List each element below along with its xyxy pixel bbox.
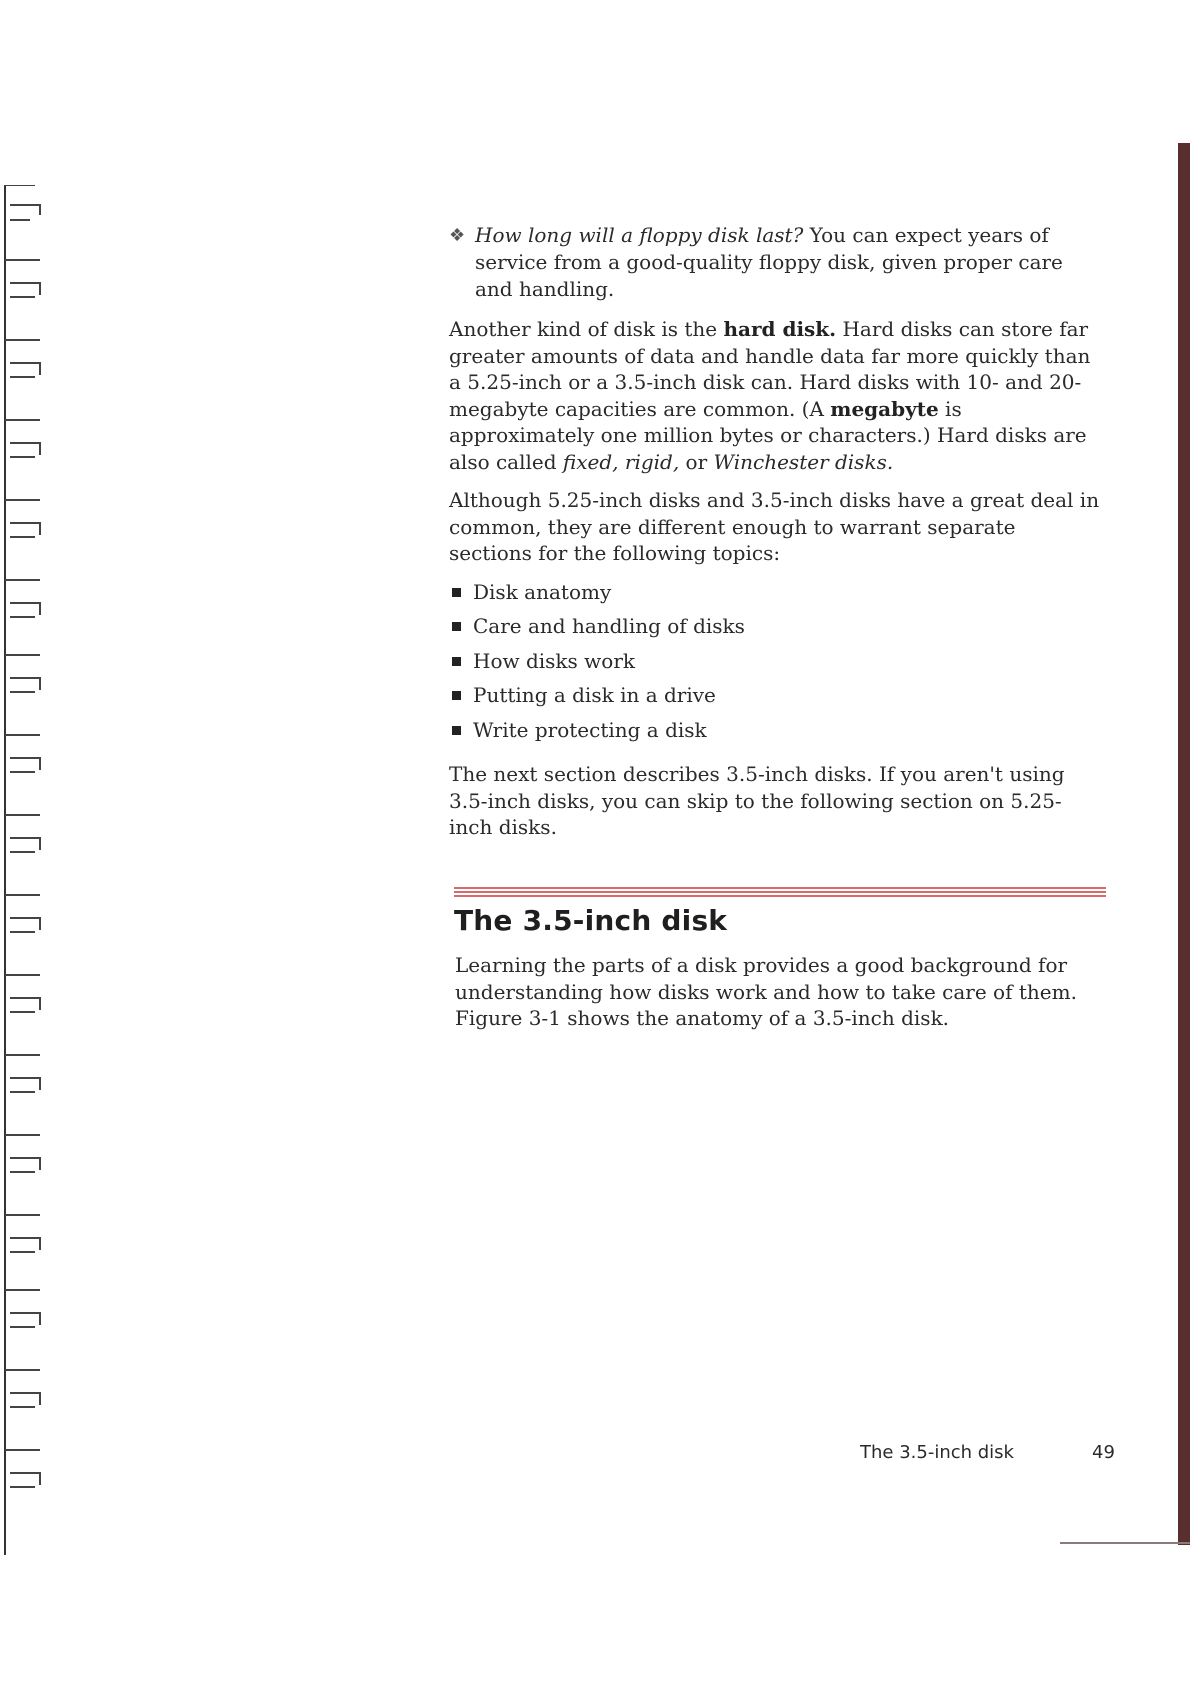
para1-text-3: is approximately one million bytes or characters.) Hard disks are also called xyxy=(449,396,1087,474)
para1-italic-2: Winchester disks. xyxy=(713,449,894,474)
list-item-label: How disks work xyxy=(473,648,636,673)
spiral-binding xyxy=(0,185,60,1555)
list-item-label: Write protecting a disk xyxy=(473,717,707,742)
square-bullet-icon xyxy=(452,691,461,700)
term-megabyte: megabyte xyxy=(830,396,939,421)
topics-intro-paragraph: Although 5.25-inch disks and 3.5-inch disks have a great deal in common, they are different enough to warrant separate sections for the following topics: xyxy=(449,488,1100,565)
para1-text-2: Hard disks can store far greater amounts of data and handle data far more quickly than a 5.25-inch or a 3.5-inch disk can. Hard disks with 10- and 20-megabyte capacities are common. (A xyxy=(449,317,1091,421)
term-hard-disk: hard disk. xyxy=(723,317,837,341)
list-item xyxy=(449,682,1104,717)
page-bottom-edge xyxy=(1060,1542,1190,1544)
square-bullet-icon xyxy=(452,657,461,666)
square-bullet-icon xyxy=(452,726,461,735)
list-item xyxy=(449,579,1104,614)
section-heading: The 3.5-inch disk xyxy=(454,904,728,937)
section-rule xyxy=(454,887,1106,897)
tip-note xyxy=(449,222,1104,303)
next-section-paragraph: The next section describes 3.5-inch disks. If you aren't using 3.5-inch disks, you can skip to the following section on 5.25-inch disks. xyxy=(449,762,1065,839)
list-item-label: Disk anatomy xyxy=(473,579,612,604)
square-bullet-icon xyxy=(452,622,461,631)
list-item xyxy=(449,648,1104,683)
list-item-label: Putting a disk in a drive xyxy=(473,683,716,707)
topics-list xyxy=(449,579,1104,752)
running-footer-title: The 3.5-inch disk xyxy=(860,1442,1014,1463)
tip-answer: You can expect years of service from a good-quality floppy disk, given proper care and handling. xyxy=(475,223,1063,301)
para1-italic-1: fixed, rigid, xyxy=(562,449,680,474)
page-number: 49 xyxy=(1092,1442,1115,1463)
diamond-bullet-icon: ❖ xyxy=(449,225,466,246)
para1-text-4: or xyxy=(679,449,714,474)
square-bullet-icon xyxy=(452,588,461,597)
section-body-paragraph: Learning the parts of a disk provides a good background for understanding how disks work and how to take care of them. Figure 3-1 shows the anatomy of a 3.5-inch disk. xyxy=(455,953,1077,1030)
para1-text-1: Another kind of disk is the xyxy=(449,317,724,341)
list-item-label: Care and handling of disks xyxy=(473,614,745,638)
tip-question: How long will a floppy disk last? xyxy=(475,223,804,247)
hard-disk-paragraph xyxy=(449,316,1104,475)
page-edge xyxy=(1178,143,1190,1545)
page-content xyxy=(449,222,1104,853)
list-item xyxy=(449,613,1104,648)
list-item xyxy=(449,717,1104,752)
